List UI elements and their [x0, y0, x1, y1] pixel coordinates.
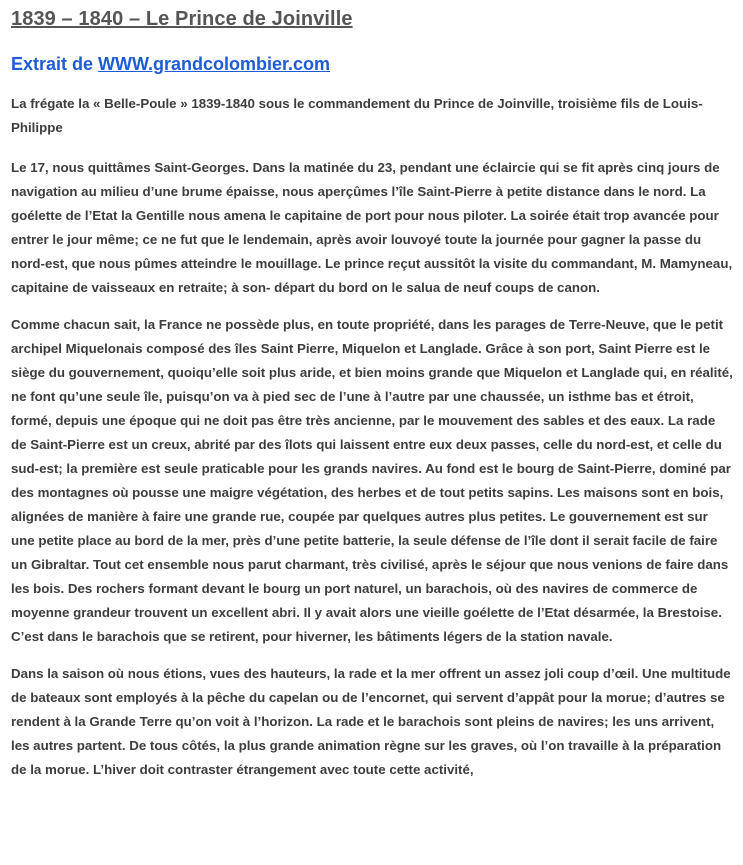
- page-title: 1839 – 1840 – Le Prince de Joinville: [11, 8, 353, 30]
- paragraph-2: Comme chacun sait, la France ne possède plus, en toute propriété, dans les parages de Terre-Neuve, que le petit archipel Miquelonais composé des îles Saint Pierre, Miquelon et Langlade. Grâce à son port, Saint Pierre est le siège du gouvernement, quoiqu’elle soit plus aride, et bien moins grande que Miquelon et Langlade qui, en réalité, ne font qu’une seule île, puisqu’on va à pied sec de l’une à l’autre par une chaussée, un isthme bas et étroit, formé, depuis une époque qui ne doit pas être très ancienne, par le mouvement des sables et des eaux. La rade de Saint-Pierre est un creux, abrité par des îlots qui laissent entre eux deux passes, celle du nord-est, et celle du sud-est; la première est seule praticable pour les grands navires. Au fond est le bourg de Saint-Pierre, dominé par des montagnes où pousse une maigre végétation, des herbes et de tout petits sapins. Les maisons sont en bois, alignées de manière à faire une grande rue, coupée par quelques autres plus petites. Le gouvernement est sur une petite place au bord de la mer, près d’une petite batterie, la seule défense de l’île dont il serait facile de faire un Gibraltar. Tout cet ensemble nous parut charmant, très civilisé, après le séjour que nous venions de faire dans les bois. Des rochers formant devant le bourg un port naturel, un barachois, où des navires de commerce de moyenne grandeur trouvent un excellent abri. Il y avait alors une vieille goélette de l’Etat désarmée, la Brestoise. C’est dans le barachois que se retirent, pour hiverner, les bâtiments légers de la station navale.: [11, 317, 733, 644]
- intro-paragraph: La frégate la « Belle-Poule » 1839-1840 sous le commandement du Prince de Joinville, troisième fils de Louis-Philippe: [11, 96, 703, 135]
- source-prefix: Extrait de: [11, 54, 99, 74]
- paragraph-1: Le 17, nous quittâmes Saint-Georges. Dans la matinée du 23, pendant une éclaircie qui se fit après cinq jours de navigation au milieu d’une brume épaisse, nous aperçûmes l’île Saint-Pierre à petite distance dans le nord. La goélette de l’Etat la Gentille nous amena le capitaine de port pour nous piloter. La soirée était trop avancée pour entrer le jour même; ce ne fut que le lendemain, après avoir louvoyé toute la journée pour gagner la passe du nord-est, que nous pûmes atteindre le mouillage. Le prince reçut aussitôt la visite du commandant, M. Mamyneau, capitaine de vaisseaux en retraite; à son- départ du bord on le salua de neuf coups de canon.: [11, 160, 733, 295]
- source-line: [11, 51, 733, 77]
- paragraph-3: Dans la saison où nous étions, vues des hauteurs, la rade et la mer offrent un assez joli coup d’œil. Une multitude de bateaux sont employés à la pêche du capelan ou de l’encornet, qui servent d’appât pour la morue; d’autres se rendent à la Grande Terre qu’on voit à l’horizon. La rade et le barachois sont pleins de navires; les uns arrivent, les autres partent. De tous côtés, la plus grande animation règne sur les graves, où l’on travaille à la préparation de la morue. L’hiver doit contraster étrangement avec toute cette activité,: [11, 666, 731, 777]
- source-link[interactable]: WWW.grandcolombier.com: [98, 54, 331, 74]
